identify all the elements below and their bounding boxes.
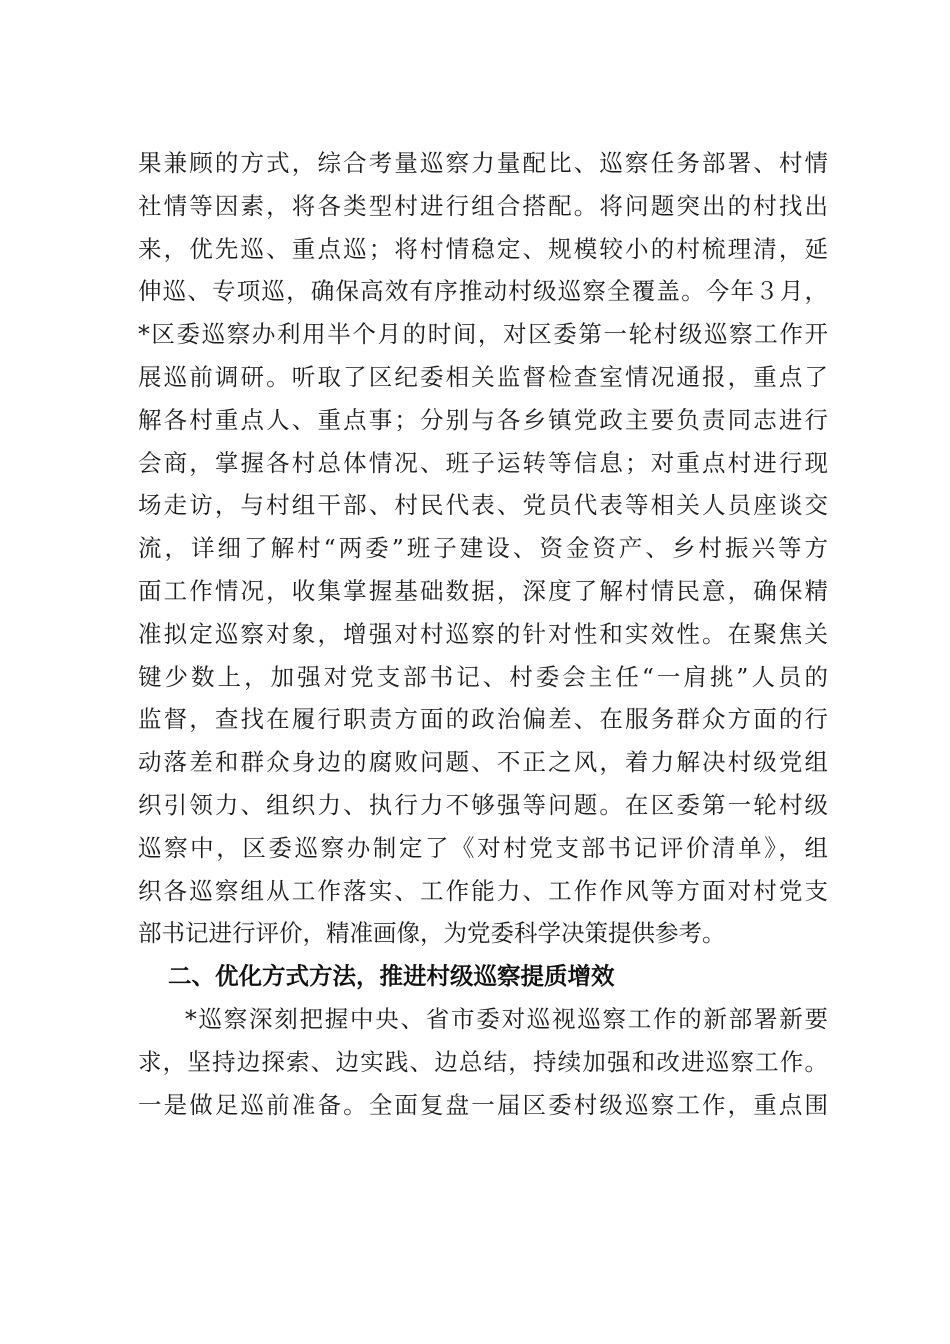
text-line: *巡察深刻把握中央、省市委对巡视巡察工作的新部署新要 [185, 1004, 828, 1033]
text-line: 流，详细了解村“两委”班子建设、资金资产、乡村振兴等方 [138, 534, 828, 563]
text-line: 部书记进行评价，精准画像，为党委科学决策提供参考。 [138, 919, 726, 948]
paragraph-1 [138, 142, 828, 955]
section-heading: 二、优化方式方法，推进村级巡察提质增效 [168, 962, 615, 991]
text-line: 巡察中，区委巡察办制定了《对村党支部书记评价清单》，组 [138, 833, 828, 862]
text-line: 准拟定巡察对象，增强对村巡察的针对性和实效性。在聚焦关 [138, 619, 828, 648]
text-line: 伸巡、专项巡，确保高效有序推动村级巡察全覆盖。今年３月， [138, 277, 828, 306]
text-line: *区委巡察办利用半个月的时间，对区委第一轮村级巡察工作开 [138, 320, 828, 349]
text-line: 果兼顾的方式，综合考量巡察力量配比、巡察任务部署、村情 [138, 149, 828, 177]
text-line: 织引领力、组织力、执行力不够强等问题。在区委第一轮村级 [138, 790, 828, 819]
text-line: 一是做足巡前准备。全面复盘一届区委村级巡察工作，重点围 [138, 1090, 828, 1119]
document-body [138, 142, 828, 1126]
text-line: 织各巡察组从工作落实、工作能力、工作作风等方面对村党支 [138, 876, 828, 905]
text-line: 键少数上，加强对党支部书记、村委会主任“一肩挑”人员的 [138, 662, 828, 691]
text-line: 解各村重点人、重点事；分别与各乡镇党政主要负责同志进行 [138, 405, 828, 434]
text-line: 监督，查找在履行职责方面的政治偏差、在服务群众方面的行 [138, 705, 828, 734]
text-line: 场走访，与村组干部、村民代表、党员代表等相关人员座谈交 [138, 491, 828, 520]
text-line: 动落差和群众身边的腐败问题、不正之风，着力解决村级党组 [138, 748, 828, 777]
text-line: 求，坚持边探索、边实践、边总结，持续加强和改进巡察工作。 [138, 1047, 828, 1076]
text-line: 会商，掌握各村总体情况、班子运转等信息；对重点村进行现 [138, 448, 828, 477]
text-line: 来，优先巡、重点巡；将村情稳定、规模较小的村梳理清，延 [138, 234, 828, 263]
paragraph-2 [138, 998, 828, 1126]
text-line: 展巡前调研。听取了区纪委相关监督检查室情况通报，重点了 [138, 362, 828, 391]
text-line: 社情等因素，将各类型村进行组合搭配。将问题突出的村找出 [138, 191, 828, 220]
text-line: 面工作情况，收集掌握基础数据，深度了解村情民意，确保精 [138, 576, 828, 605]
